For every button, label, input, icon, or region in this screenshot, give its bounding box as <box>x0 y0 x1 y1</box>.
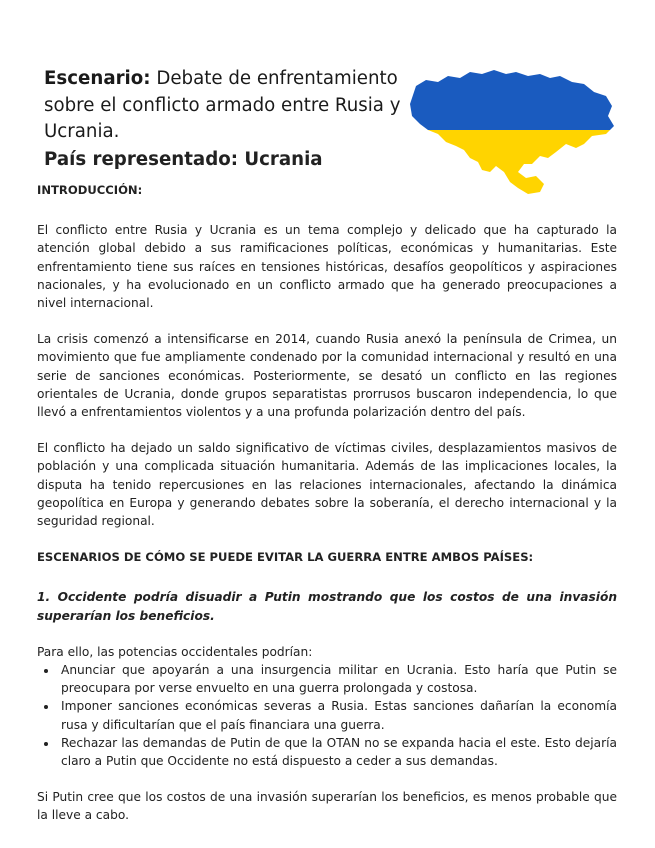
flag-blue-band <box>408 68 618 130</box>
scenario-lead: Para ello, las potencias occidentales podrían: <box>37 644 313 659</box>
scenario-line <box>44 66 404 146</box>
scenario-1-title: 1. Occidente podría disuadir a Putin mostrando que los costos de una invasión superarían los beneficios. <box>37 590 617 623</box>
list-item: • Rechazar las demandas de Putin de que la OTAN no se expanda hacia el este. Esto dejaría claro a Putin que Occidente no está dispuesto a ceder a sus demandas. <box>58 734 617 770</box>
intro-paragraph-2: La crisis comenzó a intensificarse en 2014, cuando Rusia anexó la península de Crimea, un movimiento que fue ampliamente condenado por la comunidad internacional y resultó en una serie de sanciones económicas. Posteriormente, se desató un conflicto en las regiones orientales de Ucrania, donde grupos separatistas prorrusos buscaron independencia, lo que llevó a enfrentamientos violentos y a una profunda polarización dentro del país. <box>37 332 617 420</box>
scenario-text: Debate de enfrentamiento sobre el conflicto armado entre Rusia y Ucrania. <box>44 68 401 142</box>
list-item: • Imponer sanciones económicas severas a Rusia. Estas sanciones dañarían la economía rusa y dificultarían que el país financiara una guerra. <box>58 697 617 733</box>
intro-paragraph-1: El conflicto entre Rusia y Ucrania es un tema complejo y delicado que ha capturado la atención global debido a sus ramificaciones políticas, económicas y humanitarias. Este enfrentamiento tiene sus raíces en tensiones históricas, desafíos geopolíticos y aspiraciones nacionales, y ha evolucionado en un conflicto armado que ha generado preocupaciones a nivel internacional. <box>37 223 617 311</box>
document-body <box>37 181 617 825</box>
country-line: País representado: Ucrania <box>44 148 323 170</box>
scenario-conclusion: Si Putin cree que los costos de una invasión superarían los beneficios, es menos probable que la lleve a cabo. <box>37 790 617 823</box>
scenarios-heading: ESCENARIOS DE CÓMO SE PUEDE EVITAR LA GUERRA ENTRE AMBOS PAÍSES: <box>37 550 534 565</box>
scenario-label: Escenario: <box>44 68 151 89</box>
intro-paragraph-3: El conflicto ha dejado un saldo significativo de víctimas civiles, desplazamientos masivos de población y una complicada situación humanitaria. Además de las implicaciones locales, la disputa ha tenido repercusiones en las relaciones internacionales, afectando la dinámica geopolítica en Europa y generando debates sobre la soberanía, el derecho internacional y la seguridad regional. <box>37 441 617 529</box>
list-item: • Anunciar que apoyarán a una insurgencia militar en Ucrania. Esto haría que Putin se preocupara por verse envuelto en una guerra prolongada y costosa. <box>58 661 617 697</box>
intro-heading: INTRODUCCIÓN: <box>37 183 143 197</box>
measures-list <box>37 661 617 770</box>
document-header <box>44 66 404 173</box>
